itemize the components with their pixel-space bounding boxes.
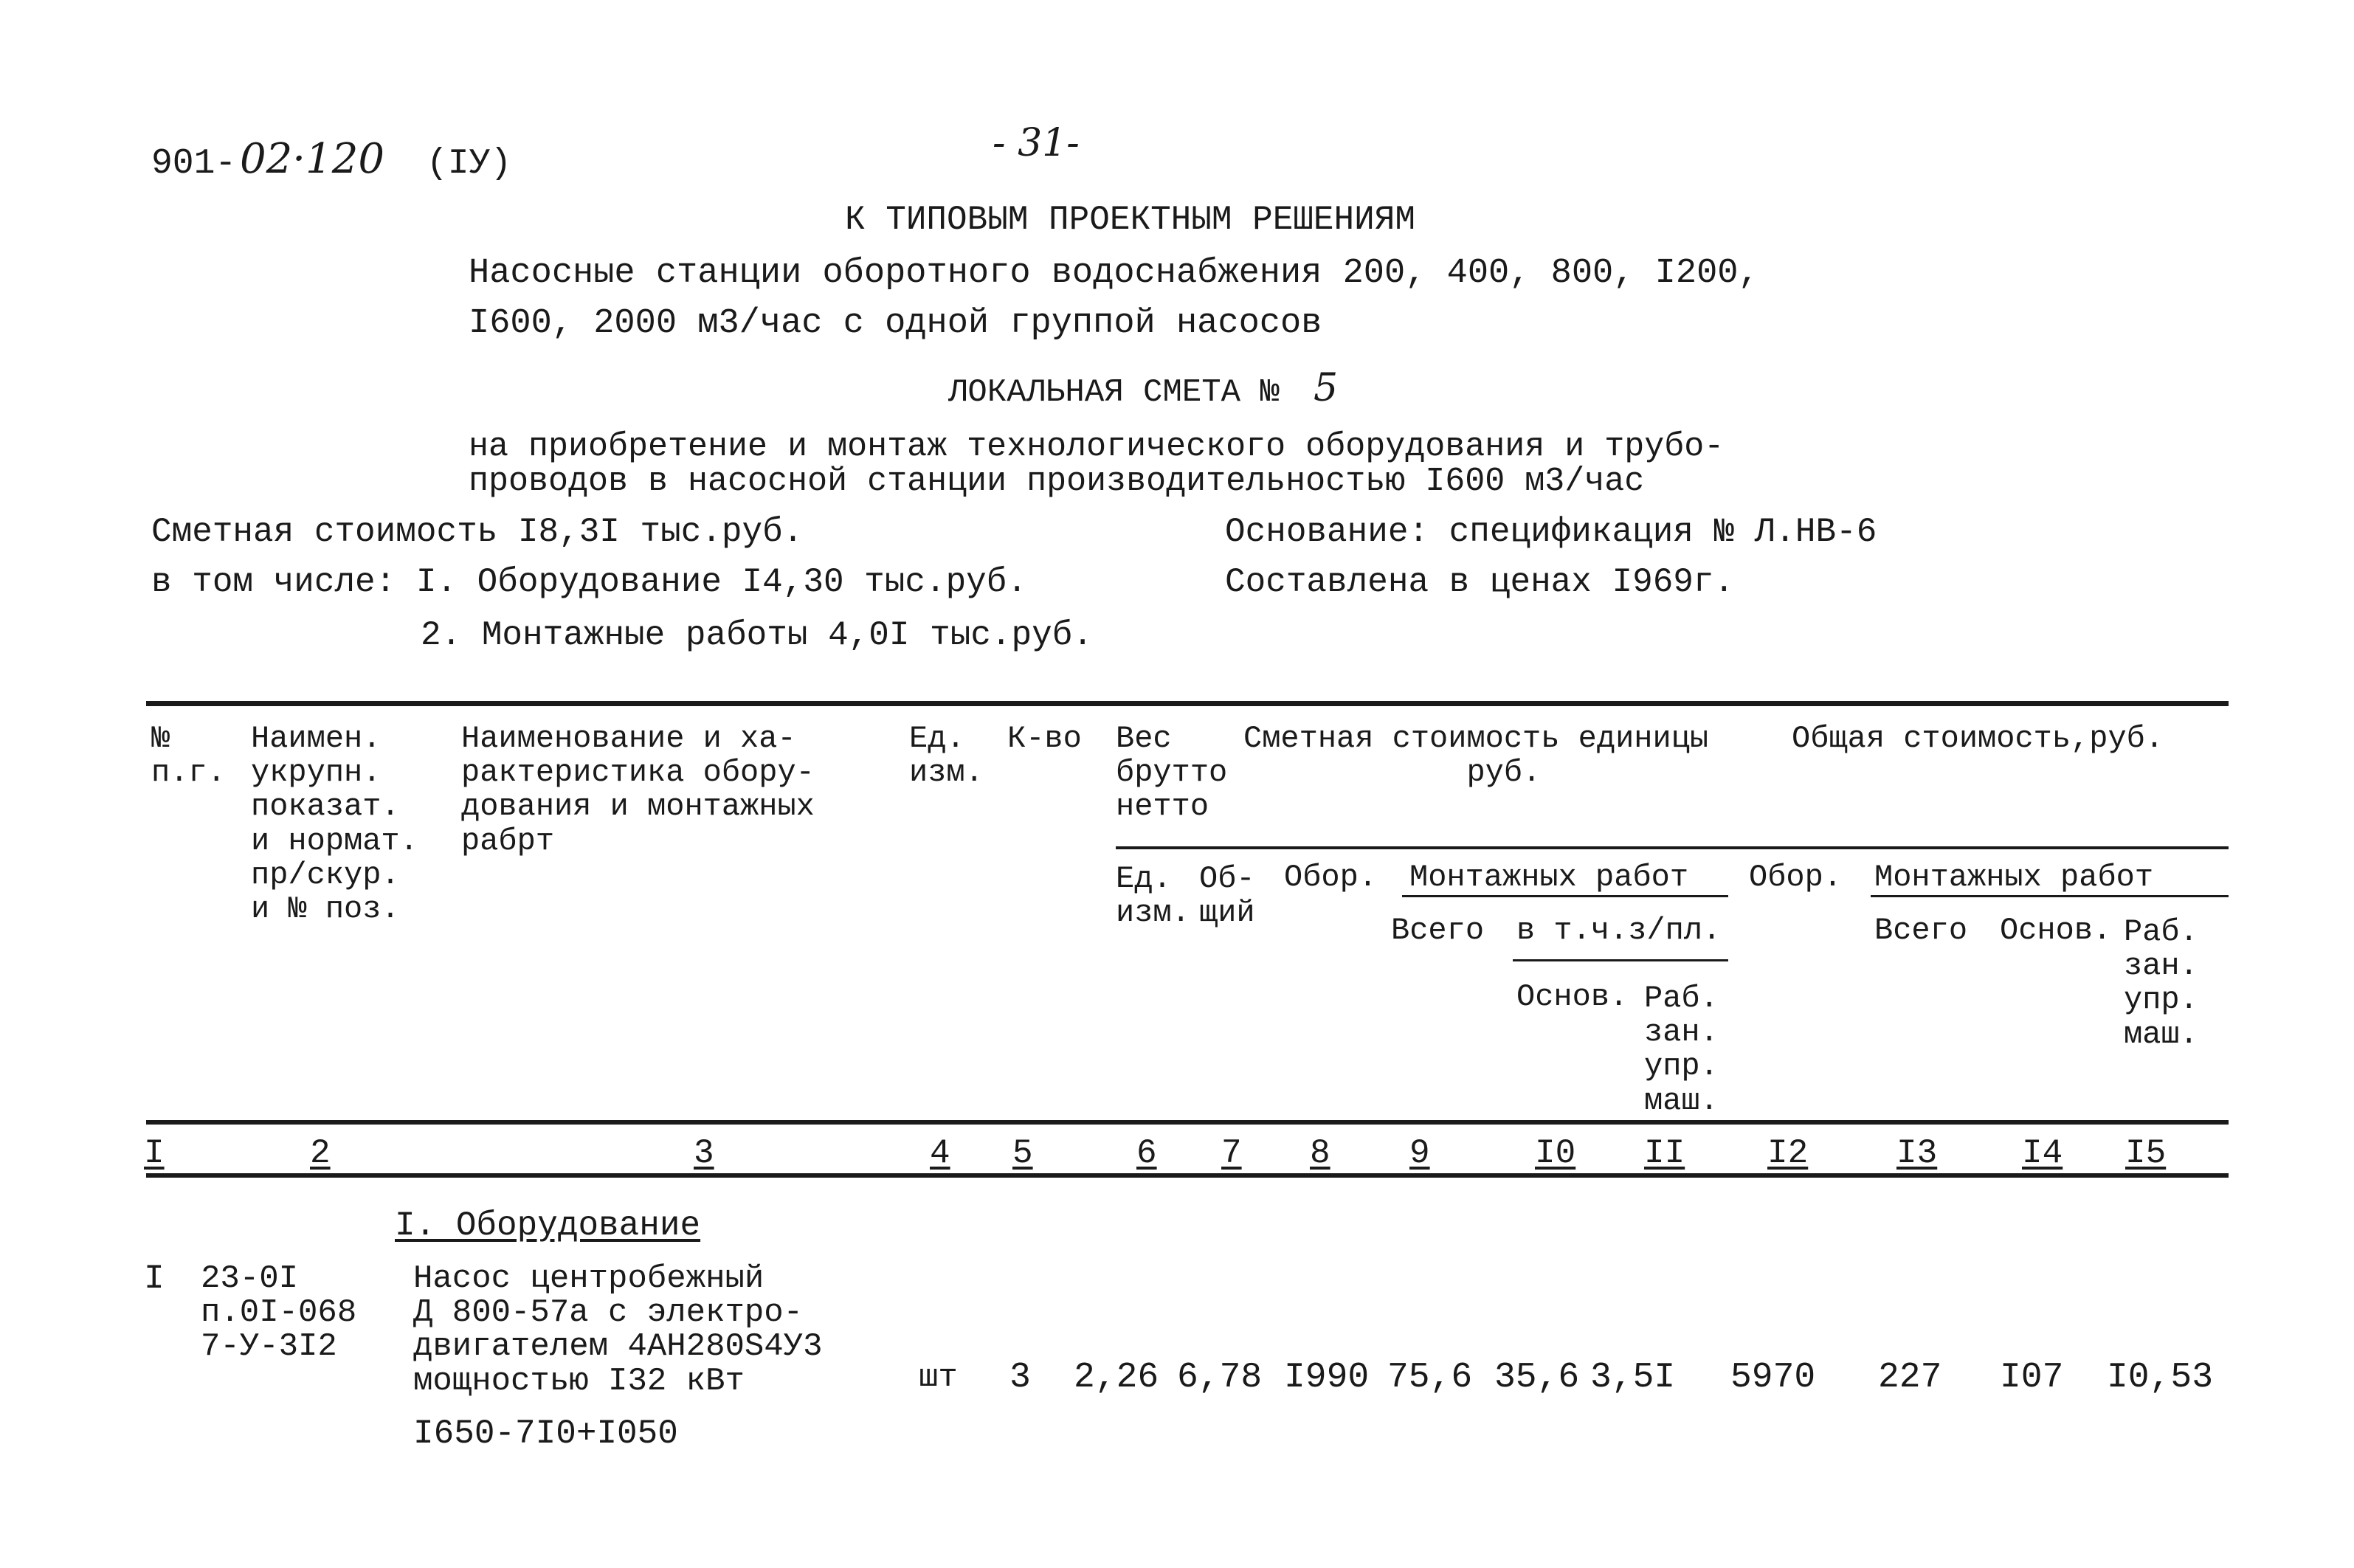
install-total-rule [1871,895,2229,897]
table-top-rule [146,701,2229,706]
row-install-machine: 3,5I [1590,1358,1676,1398]
row-description: Насос центробежный Д 800-57а с электро- двигателем 4АН280S4У3 мощностью I32 кВт [413,1260,823,1400]
header-row-number: № п.г. [151,721,226,791]
header-bottom-rule [146,1120,2229,1125]
col-number-3: 3 [694,1134,714,1172]
col-number-13: I3 [1896,1134,1938,1172]
row-total-install-machine: I0,53 [2107,1358,2214,1398]
header-incl-wage: в т.ч.з/пл. [1516,913,1722,948]
row-install-basic: 35,6 [1494,1358,1580,1398]
col-number-1: I [144,1134,165,1172]
cost-breakdown-1: в том числе: I. Оборудование I4,30 тыс.руб. [151,563,1027,601]
cost-breakdown-2: 2. Монтажные работы 4,0I тыс.руб. [421,616,1093,655]
header-machine: Раб. зан. упр. маш. [1644,981,1719,1119]
section-title: I. Оборудование [395,1206,701,1245]
row-weight-total: 6,78 [1177,1358,1263,1398]
row-number: I [144,1260,165,1298]
row-quantity: 3 [1009,1358,1031,1398]
col-number-10: I0 [1535,1134,1576,1172]
estimate-number: 5 [1314,366,1339,410]
col-number-6: 6 [1136,1134,1157,1172]
col-number-2: 2 [310,1134,331,1172]
header-weight-unit: Ед. изм. [1116,861,1190,931]
header-unit-cost: Сметная стоимость единицы руб. [1243,721,1709,791]
col-number-8: 8 [1310,1134,1330,1172]
col-number-9: 9 [1409,1134,1430,1172]
header-installation: Монтажных работ [1409,860,1689,895]
row-norm: 23-0I п.0I-068 7-У-3I2 [201,1260,357,1366]
header-weight: Вес брутто нетто [1116,721,1228,825]
basis-line: Основание: спецификация № Л.НВ-6 [1225,513,1877,551]
col-number-11: II [1644,1134,1685,1172]
col-number-7: 7 [1221,1134,1242,1172]
header-installation-total: Монтажных работ [1874,860,2154,895]
row-total-install-all: 227 [1878,1358,1942,1398]
price-base-line: Составлена в ценах I969г. [1225,563,1735,601]
row-total-install-basic: I07 [2000,1358,2064,1398]
header-total-cost: Общая стоимость,руб. [1792,721,2164,756]
col-number-15: I5 [2125,1134,2167,1172]
header-weight-total: Об- щий [1199,861,1255,931]
row-weight-unit: 2,26 [1074,1358,1159,1398]
header-basic: Основ. [1516,979,1629,1015]
doc-code-prefix: 901- [151,144,237,184]
col-numbers-rule [146,1173,2229,1178]
row-unit: шт [919,1359,958,1396]
subject-line-2: I600, 2000 м3/час с одной группой насосов [469,304,1322,343]
col-number-4: 4 [930,1134,950,1172]
header-norm: Наимен. укрупн. показат. и нормат. пр/скур. и № поз. [251,721,418,927]
weight-group-rule [1116,846,2229,849]
row-note: I650-7I0+I050 [413,1415,678,1453]
col-number-5: 5 [1012,1134,1033,1172]
wage-rule [1513,959,1728,961]
header-equipment: Обор. [1284,860,1378,895]
doc-title: К ТИПОВЫМ ПРОЕКТНЫМ РЕШЕНИЯМ [845,201,1415,239]
doc-code-handwritten: 02·120 [240,135,384,183]
row-total-equipment: 5970 [1730,1358,1816,1398]
header-equipment-total: Обор. [1749,860,1843,895]
header-quantity: К-во [1007,721,1082,756]
purpose-line-2: проводов в насосной станции производительностью I600 м3/час [469,463,1645,500]
col-number-12: I2 [1767,1134,1809,1172]
estimated-cost: Сметная стоимость I8,3I тыс.руб. [151,513,804,551]
header-unit: Ед. изм. [909,721,984,791]
install-unit-rule [1402,895,1728,897]
col-number-14: I4 [2022,1134,2063,1172]
page-number: - 31- [993,121,1080,165]
header-all: Всего [1391,913,1485,948]
row-install-all: 75,6 [1387,1358,1473,1398]
header-all-total: Всего [1874,913,1968,948]
subject-line-1: Насосные станции оборотного водоснабжения 200, 400, 800, I200, [469,254,1759,293]
purpose-line-1: на приобретение и монтаж технологического оборудования и трубо- [469,428,1725,466]
estimate-title: ЛОКАЛЬНАЯ СМЕТА № [948,374,1280,411]
header-description: Наименование и ха- рактеристика обору- дования и монтажных рабрт [461,721,815,859]
row-equipment-unit-cost: I990 [1284,1358,1370,1398]
header-machine-total: Раб. зан. упр. маш. [2124,914,2198,1052]
header-basic-total: Основ. [2000,913,2112,948]
doc-code-suffix: (IУ) [427,144,512,184]
